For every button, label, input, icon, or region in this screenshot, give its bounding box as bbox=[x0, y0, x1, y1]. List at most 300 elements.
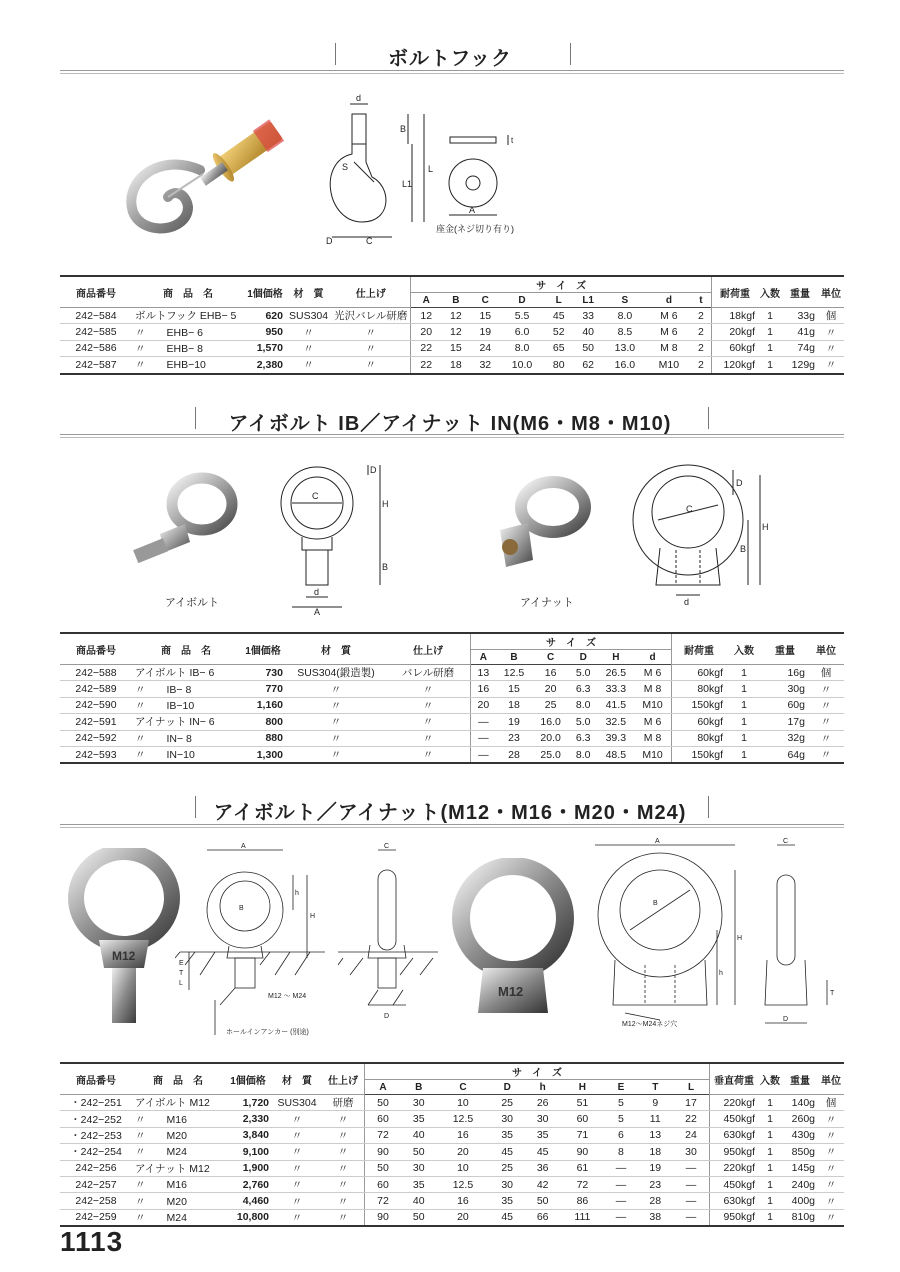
table-cell: 1 bbox=[758, 1144, 782, 1160]
svg-text:B: B bbox=[740, 544, 747, 554]
size-header: B bbox=[401, 1080, 436, 1095]
table-cell: 22 bbox=[673, 1111, 710, 1127]
table-cell: 8.0 bbox=[500, 340, 544, 356]
table-cell: 〃 M16 bbox=[132, 1111, 224, 1127]
table-cell: 8 bbox=[604, 1144, 637, 1160]
table-row bbox=[60, 746, 844, 763]
table-cell: M 6 bbox=[634, 665, 671, 681]
col-header-size: サ イ ズ bbox=[471, 633, 672, 650]
table-cell: 〃 EHB−10 bbox=[132, 357, 244, 374]
eyebolt-small-spec-table bbox=[60, 632, 844, 764]
table-cell: 52 bbox=[544, 324, 573, 340]
table-cell: 90 bbox=[365, 1144, 401, 1160]
section-title-eyebolt-small: アイボルト IB／アイナット IN(M6・M8・M10) bbox=[228, 413, 672, 435]
table-cell: 9 bbox=[638, 1095, 673, 1111]
svg-text:D: D bbox=[783, 1016, 789, 1023]
size-header: D bbox=[489, 1080, 524, 1095]
table-cell: 240g bbox=[782, 1176, 818, 1192]
table-cell: 研磨 bbox=[322, 1095, 365, 1111]
table-cell: 1 bbox=[726, 746, 762, 763]
table-cell: 28 bbox=[638, 1193, 673, 1209]
col-header: 商 品 名 bbox=[132, 1063, 224, 1095]
table-cell: 1 bbox=[758, 1127, 782, 1143]
table-cell: 60 bbox=[560, 1111, 604, 1127]
table-cell: 個 bbox=[818, 308, 844, 324]
col-header-size: サ イ ズ bbox=[365, 1063, 710, 1080]
table-cell: 〃 EHB− 6 bbox=[132, 324, 244, 340]
table-cell: 80kgf bbox=[672, 730, 727, 746]
table-row bbox=[60, 1209, 844, 1226]
table-cell: 〃 bbox=[286, 340, 331, 356]
table-cell: 33g bbox=[782, 308, 818, 324]
svg-text:H: H bbox=[382, 499, 389, 509]
table-cell: — bbox=[673, 1193, 710, 1209]
svg-text:D: D bbox=[736, 478, 743, 488]
size-header: H bbox=[560, 1080, 604, 1095]
table-cell: 33 bbox=[573, 308, 602, 324]
table-cell: 〃 IB− 8 bbox=[132, 681, 240, 697]
table-cell: 5.5 bbox=[500, 308, 544, 324]
table-row bbox=[60, 1111, 844, 1127]
table-cell: 11 bbox=[638, 1111, 673, 1127]
svg-text:C: C bbox=[686, 504, 693, 514]
col-header: 入数 bbox=[726, 633, 762, 665]
table-cell: 〃 bbox=[386, 697, 471, 713]
table-cell: ボルトフック EHB− 5 bbox=[132, 308, 244, 324]
eyebolt-large-photo bbox=[64, 848, 184, 1028]
table-cell: 16 bbox=[532, 665, 569, 681]
table-cell: 16 bbox=[471, 681, 496, 697]
size-header: C bbox=[471, 293, 500, 308]
table-cell: 26 bbox=[525, 1095, 560, 1111]
table-cell: 28 bbox=[496, 746, 533, 763]
table-cell: 1 bbox=[758, 1160, 782, 1176]
eyenut-caption: アイナット bbox=[520, 597, 574, 609]
table-cell: 430g bbox=[782, 1127, 818, 1143]
eyenut-large-photo bbox=[448, 858, 578, 1033]
table-cell: ・242−253 bbox=[60, 1127, 132, 1143]
table-cell: 111 bbox=[560, 1209, 604, 1226]
table-cell: 〃 bbox=[286, 357, 331, 374]
svg-text:A: A bbox=[241, 843, 246, 850]
table-cell: 〃 bbox=[386, 730, 471, 746]
table-cell: — bbox=[604, 1160, 637, 1176]
table-cell: 242−259 bbox=[60, 1209, 132, 1226]
table-cell: 950kgf bbox=[710, 1209, 759, 1226]
table-cell: 450kgf bbox=[710, 1176, 759, 1192]
col-header: 耐荷重 bbox=[672, 633, 727, 665]
col-header: 商品番号 bbox=[60, 1063, 132, 1095]
bolt-hook-diagram bbox=[312, 92, 442, 252]
table-cell: 1 bbox=[726, 697, 762, 713]
table-cell: 880 bbox=[240, 730, 286, 746]
table-cell: 1 bbox=[758, 1111, 782, 1127]
table-cell: 〃 bbox=[322, 1160, 365, 1176]
col-header: 重量 bbox=[782, 276, 818, 308]
svg-text:B: B bbox=[653, 900, 658, 907]
table-cell: 64g bbox=[762, 746, 808, 763]
table-cell: 66 bbox=[525, 1209, 560, 1226]
section-title-eyebolt-large: アイボルト／アイナット(M12・M16・M20・M24) bbox=[213, 802, 687, 824]
table-cell: SUS304(鍛造製) bbox=[286, 665, 386, 681]
table-cell: 個 bbox=[808, 665, 844, 681]
table-cell: 2 bbox=[691, 340, 712, 356]
table-cell: 86 bbox=[560, 1193, 604, 1209]
table-cell: M 8 bbox=[647, 340, 691, 356]
table-row bbox=[60, 308, 844, 324]
table-cell: 20 bbox=[436, 1144, 489, 1160]
table-cell: 242−586 bbox=[60, 340, 132, 356]
table-cell: 150kgf bbox=[672, 697, 727, 713]
svg-text:d: d bbox=[356, 93, 362, 103]
table-cell: 35 bbox=[401, 1111, 436, 1127]
col-header: 商 品 名 bbox=[132, 276, 244, 308]
table-cell: 30g bbox=[762, 681, 808, 697]
hole-in-anchor-caption: ホールインアンカー (別途) bbox=[226, 1029, 309, 1036]
col-header: 1個価格 bbox=[224, 1063, 272, 1095]
svg-text:B: B bbox=[400, 124, 407, 134]
table-cell: 12.5 bbox=[496, 665, 533, 681]
table-cell: 1 bbox=[758, 1176, 782, 1192]
table-cell: アイボルト IB− 6 bbox=[132, 665, 240, 681]
table-cell: 1,160 bbox=[240, 697, 286, 713]
table-cell: 45 bbox=[489, 1209, 524, 1226]
table-row bbox=[60, 324, 844, 340]
col-header: 重量 bbox=[762, 633, 808, 665]
svg-text:A: A bbox=[469, 205, 476, 215]
col-header: 単位 bbox=[808, 633, 844, 665]
size-header: t bbox=[691, 293, 712, 308]
table-cell: 800 bbox=[240, 714, 286, 730]
table-cell: 9,100 bbox=[224, 1144, 272, 1160]
table-cell: M 6 bbox=[647, 324, 691, 340]
table-cell: 10,800 bbox=[224, 1209, 272, 1226]
table-cell: 〃 bbox=[818, 1160, 844, 1176]
table-cell: 16.0 bbox=[603, 357, 647, 374]
table-cell: 45 bbox=[489, 1144, 524, 1160]
washer-diagram bbox=[440, 125, 520, 225]
table-cell: 400g bbox=[782, 1193, 818, 1209]
table-cell: 260g bbox=[782, 1111, 818, 1127]
col-header-size: サ イ ズ bbox=[411, 276, 712, 293]
table-cell: — bbox=[604, 1209, 637, 1226]
table-cell: 30 bbox=[673, 1144, 710, 1160]
table-cell: 〃 IN− 8 bbox=[132, 730, 240, 746]
table-cell: 2,380 bbox=[244, 357, 286, 374]
size-header: A bbox=[471, 650, 496, 665]
table-cell: 〃 bbox=[808, 746, 844, 763]
table-cell: 18 bbox=[441, 357, 470, 374]
table-cell: 8.0 bbox=[569, 697, 598, 713]
table-cell: 〃 M24 bbox=[132, 1209, 224, 1226]
table-cell: 60 bbox=[365, 1111, 401, 1127]
table-cell: M10 bbox=[634, 746, 671, 763]
table-cell: 〃 bbox=[272, 1160, 322, 1176]
table-cell: 50 bbox=[365, 1160, 401, 1176]
svg-text:M12: M12 bbox=[112, 949, 136, 963]
table-cell: 〃 bbox=[818, 1111, 844, 1127]
table-cell: 242−592 bbox=[60, 730, 132, 746]
table-cell: 630kgf bbox=[710, 1127, 759, 1143]
svg-text:H: H bbox=[310, 913, 316, 920]
table-cell: 5.0 bbox=[569, 665, 598, 681]
table-row bbox=[60, 357, 844, 374]
table-cell: 72 bbox=[560, 1176, 604, 1192]
eyebolt-caption: アイボルト bbox=[165, 597, 220, 609]
thread-range-caption: M12 〜 M24 bbox=[268, 993, 307, 1000]
table-cell: 129g bbox=[782, 357, 818, 374]
table-cell: ・242−252 bbox=[60, 1111, 132, 1127]
table-cell: 16.0 bbox=[532, 714, 569, 730]
table-cell: 12.5 bbox=[436, 1176, 489, 1192]
table-cell: 32 bbox=[471, 357, 500, 374]
thread-hole-caption: M12〜M24ネジ穴 bbox=[622, 1021, 678, 1028]
table-cell: 10 bbox=[436, 1160, 489, 1176]
table-cell: 6.3 bbox=[569, 681, 598, 697]
size-header: D bbox=[569, 650, 598, 665]
table-cell: 242−258 bbox=[60, 1193, 132, 1209]
table-cell: — bbox=[673, 1176, 710, 1192]
size-header: B bbox=[441, 293, 470, 308]
table-cell: 35 bbox=[489, 1193, 524, 1209]
table-cell: 〃 bbox=[331, 324, 411, 340]
col-header: 商品番号 bbox=[60, 633, 132, 665]
svg-text:L1: L1 bbox=[402, 179, 413, 189]
table-cell: 23 bbox=[496, 730, 533, 746]
table-cell: M 8 bbox=[634, 730, 671, 746]
table-cell: 〃 bbox=[386, 681, 471, 697]
table-cell: 10.0 bbox=[500, 357, 544, 374]
size-header: D bbox=[500, 293, 544, 308]
eyebolt-large-diagram bbox=[175, 840, 335, 1040]
table-cell: 25 bbox=[489, 1160, 524, 1176]
table-cell: ・242−251 bbox=[60, 1095, 132, 1111]
table-cell: — bbox=[604, 1176, 637, 1192]
table-cell: 17g bbox=[762, 714, 808, 730]
table-cell: 5.0 bbox=[569, 714, 598, 730]
svg-text:D: D bbox=[326, 236, 333, 246]
table-cell: 630kgf bbox=[710, 1193, 759, 1209]
table-row bbox=[60, 1144, 844, 1160]
table-cell: 20 bbox=[532, 681, 569, 697]
table-cell: アイボルト M12 bbox=[132, 1095, 224, 1111]
table-cell: 72 bbox=[365, 1127, 401, 1143]
table-cell: — bbox=[673, 1160, 710, 1176]
table-row bbox=[60, 1127, 844, 1143]
table-cell: 90 bbox=[560, 1144, 604, 1160]
table-cell: 15 bbox=[471, 308, 500, 324]
col-header: 垂直荷重 bbox=[710, 1063, 759, 1095]
col-header: 仕上げ bbox=[331, 276, 411, 308]
table-cell: 242−591 bbox=[60, 714, 132, 730]
table-cell: 6.3 bbox=[569, 730, 598, 746]
table-cell: 12.5 bbox=[436, 1111, 489, 1127]
table-cell: 18 bbox=[638, 1144, 673, 1160]
table-cell: 45 bbox=[525, 1144, 560, 1160]
table-cell: 8.5 bbox=[603, 324, 647, 340]
table-cell: 74g bbox=[782, 340, 818, 356]
table-cell: 〃 bbox=[286, 714, 386, 730]
table-cell: 〃 bbox=[818, 357, 844, 374]
svg-text:D: D bbox=[384, 1013, 390, 1020]
size-header: E bbox=[604, 1080, 637, 1095]
table-cell: 32.5 bbox=[598, 714, 635, 730]
table-cell: 〃 bbox=[322, 1111, 365, 1127]
table-cell: 242−584 bbox=[60, 308, 132, 324]
table-cell: 〃 bbox=[818, 340, 844, 356]
table-cell: 15 bbox=[441, 340, 470, 356]
table-cell: 20.0 bbox=[532, 730, 569, 746]
table-cell: 60 bbox=[365, 1176, 401, 1192]
table-cell: 16 bbox=[436, 1127, 489, 1143]
table-cell: 62 bbox=[573, 357, 602, 374]
size-header: L bbox=[673, 1080, 710, 1095]
bolt-hook-spec-table bbox=[60, 275, 844, 375]
svg-text:T: T bbox=[179, 970, 184, 977]
table-cell: 1 bbox=[726, 714, 762, 730]
bolt-hook-photo bbox=[118, 112, 293, 242]
table-cell: 〃 bbox=[272, 1209, 322, 1226]
table-cell: 19 bbox=[471, 324, 500, 340]
table-cell: 220kgf bbox=[710, 1160, 759, 1176]
table-cell: 1 bbox=[758, 324, 782, 340]
size-header: d bbox=[634, 650, 671, 665]
eyenut-large-diagram bbox=[585, 835, 755, 1030]
table-cell: 72 bbox=[365, 1193, 401, 1209]
table-row bbox=[60, 340, 844, 356]
table-cell: 50 bbox=[401, 1209, 436, 1226]
table-cell: 6.0 bbox=[500, 324, 544, 340]
svg-text:S: S bbox=[342, 162, 349, 172]
page-number: 1113 bbox=[60, 1226, 124, 1257]
table-cell: 〃 bbox=[286, 746, 386, 763]
table-cell: 18 bbox=[496, 697, 533, 713]
table-cell: 242−593 bbox=[60, 746, 132, 763]
table-cell: 4,460 bbox=[224, 1193, 272, 1209]
size-header: C bbox=[436, 1080, 489, 1095]
table-cell: 10 bbox=[436, 1095, 489, 1111]
table-cell: 6 bbox=[604, 1127, 637, 1143]
table-cell: 19 bbox=[496, 714, 533, 730]
col-header: 重量 bbox=[782, 1063, 818, 1095]
table-cell: 41g bbox=[782, 324, 818, 340]
col-header: 仕上げ bbox=[386, 633, 471, 665]
table-cell: M 6 bbox=[634, 714, 671, 730]
table-cell: 50 bbox=[525, 1193, 560, 1209]
size-header: L1 bbox=[573, 293, 602, 308]
table-cell: 24 bbox=[673, 1127, 710, 1143]
svg-text:L: L bbox=[179, 980, 183, 987]
table-cell: SUS304 bbox=[286, 308, 331, 324]
table-cell: 12 bbox=[411, 308, 441, 324]
table-cell: 33.3 bbox=[598, 681, 635, 697]
table-cell: 20kgf bbox=[712, 324, 759, 340]
table-cell: 32g bbox=[762, 730, 808, 746]
svg-text:A: A bbox=[314, 607, 321, 615]
table-cell: 1 bbox=[758, 1095, 782, 1111]
table-cell: 2,760 bbox=[224, 1176, 272, 1192]
table-cell: 50 bbox=[573, 340, 602, 356]
col-header: 耐荷重 bbox=[712, 276, 759, 308]
table-row bbox=[60, 1095, 844, 1111]
svg-text:C: C bbox=[384, 843, 390, 850]
table-cell: — bbox=[471, 714, 496, 730]
table-cell: 〃 bbox=[322, 1209, 365, 1226]
table-cell: 1 bbox=[726, 730, 762, 746]
table-cell: 〃 bbox=[286, 697, 386, 713]
col-header: 材 質 bbox=[286, 633, 386, 665]
table-row bbox=[60, 1193, 844, 1209]
size-header: B bbox=[496, 650, 533, 665]
table-cell: 42 bbox=[525, 1176, 560, 1192]
table-cell: 〃 bbox=[272, 1144, 322, 1160]
table-cell: 〃 bbox=[322, 1176, 365, 1192]
table-row bbox=[60, 697, 844, 713]
table-cell: 40 bbox=[401, 1127, 436, 1143]
col-header: 単位 bbox=[818, 1063, 844, 1095]
table-cell: アイナット IN− 6 bbox=[132, 714, 240, 730]
table-cell: 242−585 bbox=[60, 324, 132, 340]
table-cell: 15 bbox=[496, 681, 533, 697]
table-cell: 19 bbox=[638, 1160, 673, 1176]
table-cell: 242−257 bbox=[60, 1176, 132, 1192]
table-cell: 40 bbox=[401, 1193, 436, 1209]
table-cell: 71 bbox=[560, 1127, 604, 1143]
table-cell: 1,900 bbox=[224, 1160, 272, 1176]
svg-text:h: h bbox=[295, 890, 299, 897]
svg-text:L: L bbox=[428, 164, 434, 174]
table-cell: 51 bbox=[560, 1095, 604, 1111]
svg-text:B: B bbox=[239, 905, 244, 912]
table-cell: 730 bbox=[240, 665, 286, 681]
table-cell: 80 bbox=[544, 357, 573, 374]
table-cell: 90 bbox=[365, 1209, 401, 1226]
col-header: 入数 bbox=[758, 276, 782, 308]
table-cell: 〃 M20 bbox=[132, 1193, 224, 1209]
table-cell: 24 bbox=[471, 340, 500, 356]
table-cell: 1,720 bbox=[224, 1095, 272, 1111]
table-cell: M 6 bbox=[647, 308, 691, 324]
svg-text:B: B bbox=[382, 562, 389, 572]
table-cell: 48.5 bbox=[598, 746, 635, 763]
section-title-bolt-hook: ボルトフック bbox=[388, 48, 512, 70]
table-cell: M10 bbox=[634, 697, 671, 713]
table-cell: 1,300 bbox=[240, 746, 286, 763]
size-header: h bbox=[525, 1080, 560, 1095]
table-cell: 61 bbox=[560, 1160, 604, 1176]
table-row bbox=[60, 1176, 844, 1192]
table-cell: 242−589 bbox=[60, 681, 132, 697]
table-cell: 23 bbox=[638, 1176, 673, 1192]
size-header: S bbox=[603, 293, 647, 308]
col-header: 商品番号 bbox=[60, 276, 132, 308]
table-cell: 20 bbox=[436, 1209, 489, 1226]
table-cell: 〃 bbox=[808, 681, 844, 697]
table-cell: 〃 bbox=[272, 1176, 322, 1192]
table-row bbox=[60, 714, 844, 730]
table-cell: 〃 bbox=[286, 681, 386, 697]
table-cell: 3,840 bbox=[224, 1127, 272, 1143]
table-cell: 〃 bbox=[272, 1193, 322, 1209]
table-cell: SUS304 bbox=[272, 1095, 322, 1111]
table-row bbox=[60, 1160, 844, 1176]
table-cell: 35 bbox=[489, 1127, 524, 1143]
col-header: 商 品 名 bbox=[132, 633, 240, 665]
table-cell: 26.5 bbox=[598, 665, 635, 681]
table-row bbox=[60, 681, 844, 697]
table-cell: 22 bbox=[411, 340, 441, 356]
table-cell: 2 bbox=[691, 324, 712, 340]
